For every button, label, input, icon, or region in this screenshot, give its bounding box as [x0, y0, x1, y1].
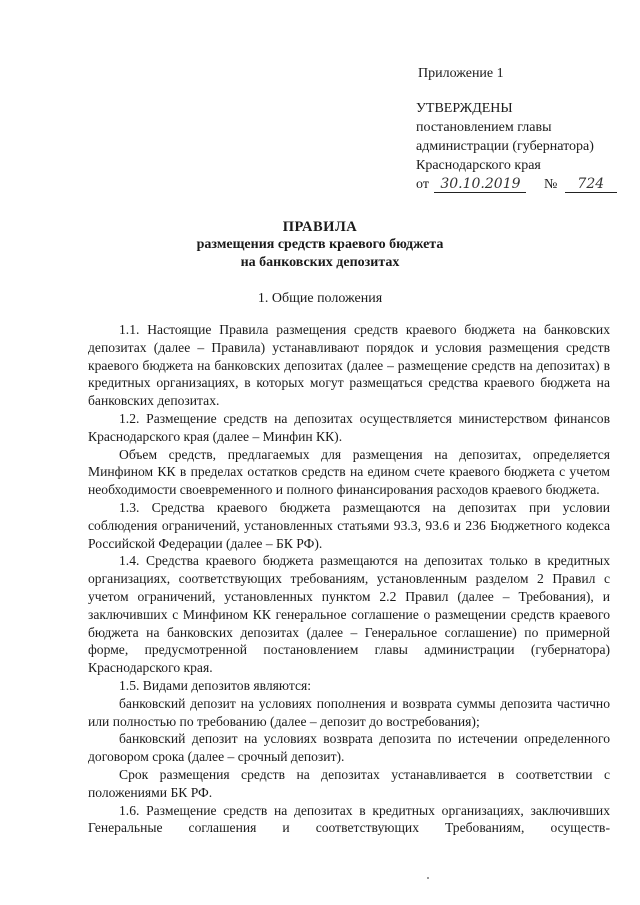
paragraph: 1.3. Средства краевого бюджета размещаются на депозитах при условии соблюдения ограничений, установленных статьями 93.3, 93.6 и 236 Бюджетного кодекса Российской Федерации (далее – БК РФ).: [88, 499, 610, 551]
body-text: [88, 321, 610, 837]
paragraph: 1.5. Видами депозитов являются:: [119, 677, 312, 693]
handwritten-number: 724: [565, 177, 617, 193]
approval-line: администрации (губернатора): [416, 139, 594, 154]
paragraph: Объем средств, предлагаемых для размещения на депозитах, определяется Минфином КК в пределах остатков средств на едином счете краевого бюджета с учетом необходимости своевременного и полного финансирования расходов краевого бюджета.: [88, 446, 610, 498]
paragraph: банковский депозит на условиях возврата депозита по истечении определенного договором срока (далее – срочный депозит).: [88, 731, 610, 765]
paragraph: Срок размещения средств на депозитах устанавливается в соответствии с положениями БК РФ.: [88, 766, 610, 800]
date-number-line: [416, 175, 617, 194]
paragraph: 1.4. Средства краевого бюджета размещаются на депозитах только в кредитных организациях, соответствующих требованиям, установленным разделом 2 Правил с учетом ограничений, установленных пунктом 2.2 Правил (далее – Требования), и заключивших с Минфином КК генеральное соглашение о размещении средств краевого бюджета на банковских депозитах (далее – Генеральное соглашение) по примерной форме, предусмотренной постановлением главы администрации (губернатора) Краснодарского края.: [88, 553, 610, 676]
date-prefix: от: [416, 177, 429, 192]
title-line-2: размещения средств краевого бюджета: [196, 237, 444, 252]
scan-speck: [427, 877, 429, 879]
approved-heading: УТВЕРЖДЕНЫ: [416, 101, 513, 116]
number-label: №: [543, 177, 558, 192]
section-heading: 1. Общие положения: [257, 291, 383, 306]
approval-line: Краснодарского края: [416, 158, 541, 173]
paragraph: 1.2. Размещение средств на депозитах осуществляется министерством финансов Краснодарского края (далее – Минфин КК).: [88, 410, 610, 444]
handwritten-date: 30.10.2019: [434, 177, 526, 193]
paragraph: 1.1. Настоящие Правила размещения средств краевого бюджета на банковских депозитах (далее – Правила) устанавливают порядок и условия размещения средств краевого бюджета на банковских депозитах (далее – размещение средств на депозитах) в кредитных организациях, в которых могут размещаться средства краевого бюджета на банковских депозитах.: [88, 322, 610, 409]
title-line-1: ПРАВИЛА: [282, 219, 358, 235]
document-title: [0, 218, 640, 272]
title-line-3: на банковских депозитах: [240, 255, 400, 270]
appendix-label: Приложение 1: [418, 66, 504, 81]
paragraph: банковский депозит на условиях пополнения и возврата суммы депозита частично или полностью по требованию (далее – депозит до востребования);: [88, 695, 610, 729]
approval-line: постановлением главы: [416, 120, 552, 135]
approval-block: [416, 99, 617, 194]
paragraph: 1.6. Размещение средств на депозитах в кредитных организациях, заключивших Генеральные соглашения и соответствующих Требованиям, осуществ-: [88, 802, 610, 836]
